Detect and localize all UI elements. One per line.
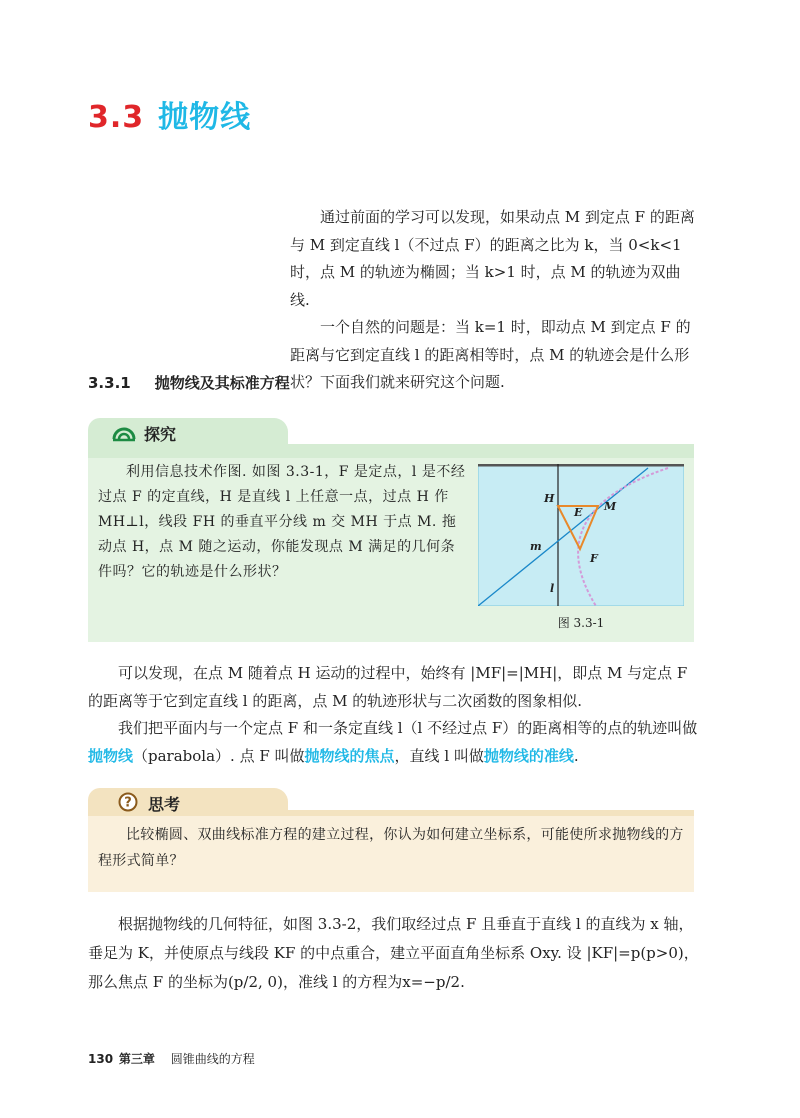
section-number: 3.3 (88, 100, 145, 135)
intro-paragraphs (290, 204, 700, 397)
explore-box (88, 418, 694, 642)
think-label: 思考 (148, 795, 181, 814)
label-m: m (530, 540, 542, 553)
term-parabola: 抛物线 (88, 746, 134, 765)
setup-text-a: 根据抛物线的几何特征，如图 3.3-2，我们取经过点 F 且垂直于直线 l 的直线为 x 轴，垂足为 K，并使原点与线段 KF 的中点重合，建立平面直角坐标系 Oxy. 设 |KF|=p(p>0)，那么焦点 F 的坐标为 (88, 915, 699, 991)
figure-3-3-1 (478, 464, 684, 606)
subsection-title: 抛物线及其标准方程 (154, 374, 290, 392)
subsection-number: 3.3.1 (88, 374, 131, 392)
observation-paragraph: 可以发现，在点 M 随着点 H 运动的过程中，始终有 |MF|=|MH|，即点 M 与定点 F 的距离等于它到定直线 l 的距离，点 M 的轨迹形状与二次函数的图象相似. (88, 664, 688, 710)
term-focus: 抛物线的焦点 (304, 746, 395, 765)
term-directrix: 抛物线的准线 (483, 746, 574, 765)
label-F: F (590, 552, 598, 565)
directrix-equation: x=−p/2 (402, 973, 461, 991)
subsection-heading (88, 372, 290, 393)
def-text-d: . (573, 746, 579, 765)
intro-paragraph-1: 通过前面的学习可以发现，如果动点 M 到定点 F 的距离与 M 到定直线 l（不过点 F）的距离之比为 k，当 0<k<1 时，点 M 的轨迹为椭圆；当 k>1 时，点 M 的轨迹为双曲线. (290, 208, 695, 309)
def-text-b: （parabola）. 点 F 叫做 (133, 746, 305, 765)
definition-paragraph (88, 715, 698, 770)
def-text-c: ，直线 l 叫做 (394, 746, 484, 765)
think-text (98, 822, 688, 874)
coordinate-paragraph (88, 910, 700, 997)
explore-icon (112, 424, 136, 442)
explore-paragraph: 利用信息技术作图. 如图 3.3-1，F 是定点，l 是不经过点 F 的定直线，H 是直线 l 上任意一点，过点 H 作 MH⊥l，线段 FH 的垂直平分线 m 交 MH 于点 M. 拖动点 H，点 M 随之运动，你能发现点 M 满足的几何条件吗？它的轨迹是什么形状？ (98, 464, 466, 580)
section-heading (88, 92, 251, 136)
label-M: M (604, 500, 617, 513)
label-H: H (544, 492, 555, 505)
think-paragraph: 比较椭圆、双曲线标准方程的建立过程，你认为如何建立坐标系，可能使所求抛物线的方程形式简单？ (98, 827, 684, 869)
page-number: 130 (88, 1052, 114, 1066)
focus-coordinates: (p/2, 0) (227, 973, 283, 991)
svg-text:?: ? (124, 795, 132, 811)
question-icon (118, 792, 138, 812)
setup-text-b: ，准线 l 的方程为 (282, 973, 403, 991)
page-footer (88, 1050, 255, 1067)
chapter-title: 圆锥曲线的方程 (170, 1052, 255, 1066)
explore-text (98, 460, 466, 585)
setup-text-c: . (460, 973, 465, 991)
setup-paragraph (88, 910, 700, 997)
intro-paragraph-2: 一个自然的问题是：当 k=1 时，即动点 M 到定点 F 的距离与它到定直线 l 的距离相等时，点 M 的轨迹会是什么形状？下面我们就来研究这个问题. (290, 318, 691, 391)
label-E: E (574, 506, 583, 519)
definition-paragraphs (88, 660, 698, 770)
think-box (88, 788, 694, 892)
def-text-a: 我们把平面内与一个定点 F 和一条定直线 l（l 不经过点 F）的距离相等的点的轨迹叫做 (118, 719, 698, 737)
explore-label: 探究 (144, 425, 177, 444)
section-title: 抛物线 (158, 100, 252, 135)
label-l: l (550, 582, 555, 595)
figure-caption: 图 3.3-1 (557, 616, 605, 630)
chapter-number: 第三章 (118, 1052, 155, 1066)
